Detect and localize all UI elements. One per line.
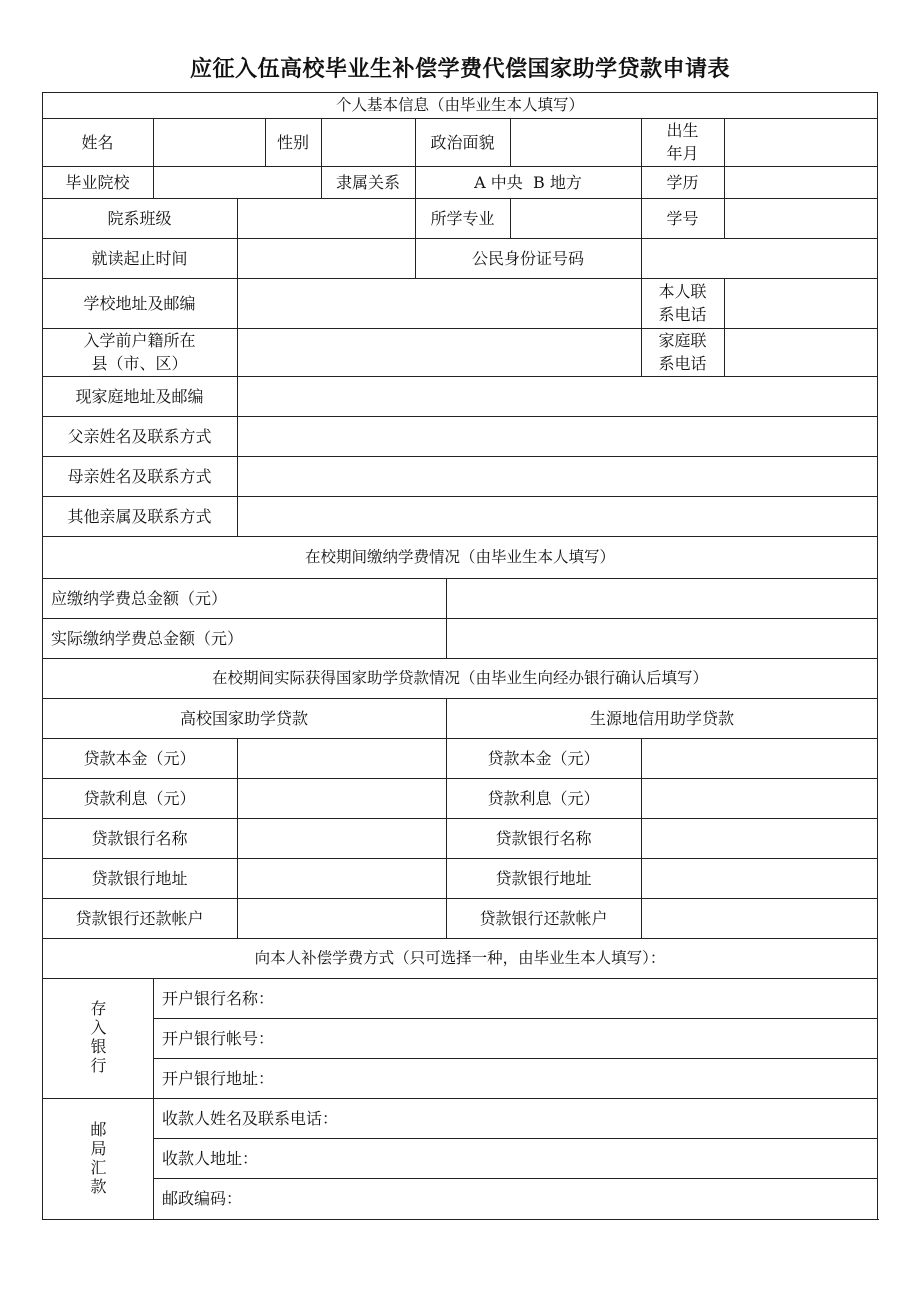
label-open-bank-name: 开户银行名称：	[162, 988, 275, 1008]
label-home-phone-line1: 家庭联	[658, 331, 707, 350]
form-title: 应征入伍高校毕业生补偿学费代偿国家助学贷款申请表	[189, 57, 730, 82]
section-header-loans: 在校期间实际获得国家助学贷款情况（由毕业生向经办银行确认后填写）	[211, 668, 708, 687]
label-tuition-due: 应缴纳学费总金额（元）	[51, 588, 228, 608]
label-major: 所学专业	[430, 208, 495, 228]
label-interest-school: 贷款利息（元）	[83, 788, 196, 808]
col-rule	[153, 118, 154, 166]
col-rule	[237, 238, 238, 278]
col-rule	[724, 278, 725, 376]
label-affiliation: 隶属关系	[335, 172, 400, 192]
label-repay-account-school: 贷款银行还款帐户	[75, 908, 204, 928]
label-hukou-line2: 县（市、区）	[91, 354, 188, 373]
section-header-personal: 个人基本信息（由毕业生本人填写）	[335, 95, 584, 114]
label-birth-line1: 出生	[666, 121, 699, 140]
label-birth-line2: 年月	[666, 144, 699, 163]
label-principal-school: 贷款本金（元）	[83, 748, 196, 768]
col-rule	[510, 198, 511, 238]
label-relatives: 其他亲属及联系方式	[67, 506, 212, 526]
label-own-phone	[641, 278, 724, 328]
col-rule	[446, 578, 447, 658]
label-open-bank-address: 开户银行地址：	[162, 1068, 275, 1088]
label-father: 父亲姓名及联系方式	[67, 426, 212, 446]
label-postal-code: 邮政编码：	[162, 1189, 243, 1208]
label-payee-address: 收款人地址：	[162, 1148, 259, 1168]
label-interest-origin: 贷款利息（元）	[487, 788, 600, 808]
label-home-phone-line2: 系电话	[658, 354, 707, 373]
col-rule	[641, 738, 642, 938]
label-bank-name-origin: 贷款银行名称	[495, 828, 592, 848]
col-rule	[153, 166, 154, 198]
label-id-number: 公民身份证号码	[471, 248, 584, 268]
label-bank-name-school: 贷款银行名称	[91, 828, 188, 848]
col-rule	[724, 198, 725, 238]
col-rule	[510, 118, 511, 166]
label-political-status: 政治面貌	[430, 132, 495, 152]
label-own-phone-line2: 系电话	[658, 305, 707, 324]
label-school: 毕业院校	[65, 172, 130, 192]
label-origin-loan: 生源地信用助学贷款	[589, 708, 734, 728]
label-own-phone-line1: 本人联	[658, 282, 707, 301]
label-payee-name-phone: 收款人姓名及联系电话：	[162, 1108, 339, 1128]
col-rule	[237, 376, 238, 536]
label-principal-origin: 贷款本金（元）	[487, 748, 600, 768]
col-rule	[724, 166, 725, 198]
label-postal-remittance: 邮局汇款	[88, 1120, 107, 1197]
col-rule	[641, 238, 642, 278]
label-birth-date	[641, 118, 724, 166]
label-home-phone	[641, 328, 724, 376]
label-gender: 性别	[276, 132, 309, 152]
col-rule	[724, 118, 725, 166]
label-hukou-line1: 入学前户籍所在	[83, 331, 196, 350]
label-bank-address-origin: 贷款银行地址	[495, 868, 592, 888]
label-student-id: 学号	[666, 208, 699, 228]
label-hukou	[42, 328, 237, 376]
label-study-period: 就读起止时间	[91, 248, 188, 268]
label-bank-deposit: 存入银行	[88, 1000, 107, 1076]
label-bank-address-school: 贷款银行地址	[91, 868, 188, 888]
section-header-tuition: 在校期间缴纳学费情况（由毕业生本人填写）	[304, 547, 615, 566]
col-rule	[237, 738, 238, 938]
col-rule	[237, 278, 238, 376]
label-tuition-paid: 实际缴纳学费总金额（元）	[51, 628, 244, 648]
label-name: 姓名	[81, 132, 114, 152]
section-header-compensation: 向本人补偿学费方式（只可选择一种，由毕业生本人填写）：	[254, 948, 666, 967]
label-department-class: 院系班级	[107, 208, 172, 228]
label-repay-account-origin: 贷款银行还款帐户	[479, 908, 608, 928]
col-rule	[321, 118, 322, 166]
label-open-bank-account: 开户银行帐号：	[162, 1028, 275, 1048]
affiliation-options: A 中央 B 地方	[474, 172, 582, 192]
label-mother: 母亲姓名及联系方式	[67, 466, 212, 486]
label-school-address: 学校地址及邮编	[83, 293, 196, 313]
row-rule	[42, 1219, 879, 1220]
col-rule	[237, 198, 238, 238]
application-form-table	[42, 92, 878, 1220]
label-education: 学历	[666, 172, 699, 192]
label-home-address: 现家庭地址及邮编	[75, 386, 204, 406]
label-school-loan: 高校国家助学贷款	[179, 708, 308, 728]
